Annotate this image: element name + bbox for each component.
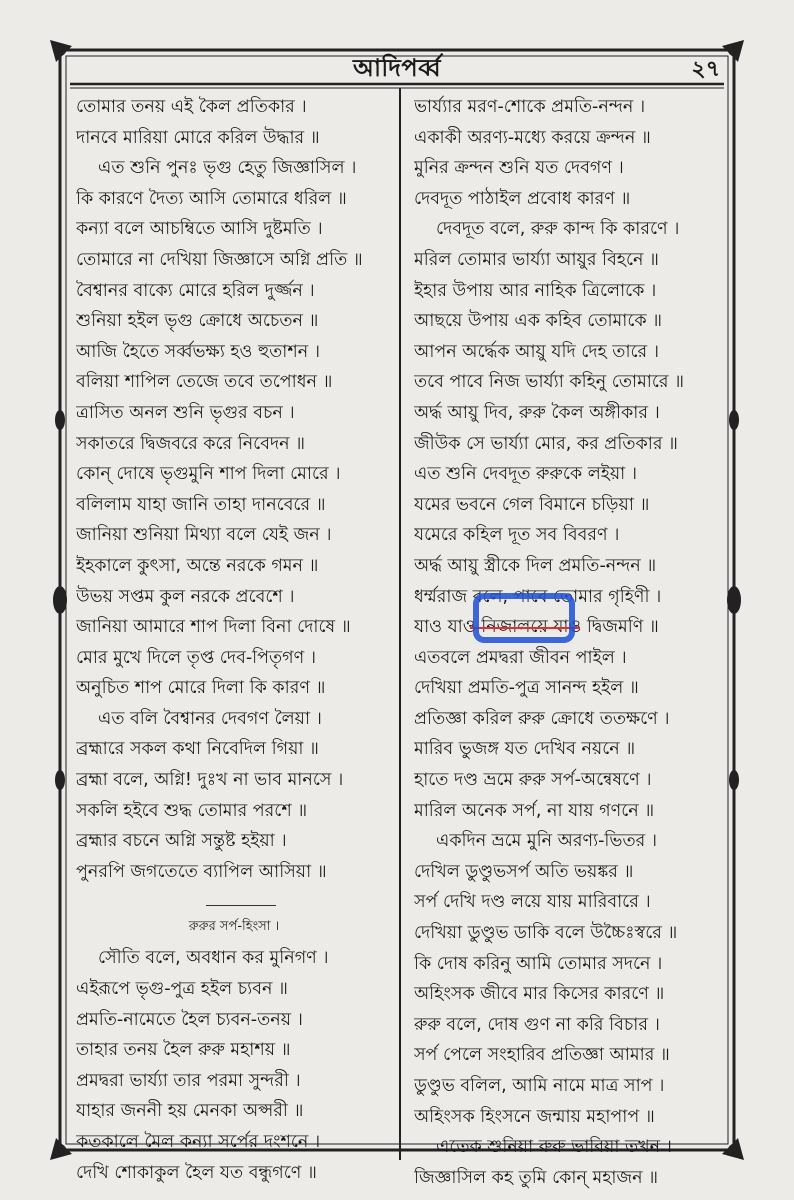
page-header xyxy=(70,46,724,84)
verse-line: দেখিল ডুণ্ডুভসর্প অতি ভয়ঙ্কর ॥ xyxy=(414,861,634,882)
verse-line: দেবদূত পাঠাইল প্রবোধ কারণ ॥ xyxy=(414,188,631,209)
verse-line: যাহার জননী হয় মেনকা অপ্সরী ॥ xyxy=(76,1101,304,1122)
verse-line: তোমার তনয় এই কৈল প্রতিকার । xyxy=(76,97,307,117)
verse-line: মারিব ভুজঙ্গ যত দেখিব নয়নে ॥ xyxy=(414,739,636,760)
column-divider xyxy=(399,88,401,1160)
section-rule xyxy=(206,905,276,906)
verse-line: তবে পাবে নিজ ভার্য্যা কহিনু তোমারে ॥ xyxy=(414,372,685,393)
verse-line: দেখি শোকাকুল হৈল যত বন্ধুগণে ॥ xyxy=(76,1162,317,1183)
verse-line: এত শুনি দেবদূত রুরুকে লইয়া । xyxy=(414,464,638,485)
verse-line: প্রমদ্বরা ভার্য্যা তার পরমা সুন্দরী । xyxy=(76,1070,301,1091)
verse-line: অর্দ্ধ আয়ু স্ত্রীকে দিল প্রমতি-নন্দন ॥ xyxy=(414,555,657,576)
verse-line: আপন অর্দ্ধেক আয়ু যদি দেহ তারে । xyxy=(414,341,659,362)
verse-line: দেখিয়া প্রমতি-পুত্র সানন্দ হইল ॥ xyxy=(414,678,639,699)
verse-line: অহিংসক জীবে মার কিসের কারণে ॥ xyxy=(414,984,665,1005)
section-heading: রুরুর সর্প-হিংসা । xyxy=(188,919,280,935)
verse-line: মরিল তোমার ভার্য্যা আয়ুর বিহনে ॥ xyxy=(414,249,659,270)
verse-line: জানিয়া শুনিয়া মিথ্যা বলে যেই জন । xyxy=(76,525,332,546)
verse-line: সৌতি বলে, অবধান কর মুনিগণ । xyxy=(98,948,329,969)
verse-line: বৈশ্বানর বাক্যে মোরে হরিল দুর্জ্জন । xyxy=(76,280,315,301)
verse-line: সকলি হইবে শুদ্ধ তোমার পরশে ॥ xyxy=(76,800,308,821)
verse-line: অহিংসক হিংসনে জন্মায় মহাপাপ ॥ xyxy=(414,1106,655,1127)
verse-line: অর্দ্ধ আয়ু দিব, রুরু কৈল অঙ্গীকার । xyxy=(414,402,660,423)
verse-line: দেবদূত বলে, রুরু কান্দ কি কারণে । xyxy=(436,219,680,240)
verse-line: কি দোষ করিনু আমি তোমার সদনে । xyxy=(414,953,663,974)
verse-line: মুনির ক্রন্দন শুনি যত দেবগণ । xyxy=(414,158,624,179)
verse-line: সকাতরে দ্বিজবরে করে নিবেদন ॥ xyxy=(76,433,306,454)
verse-line: এত বলি বৈশ্বানর দেবগণ লৈয়া । xyxy=(98,708,322,729)
left-column xyxy=(76,92,392,1188)
verse-line: সর্প পেলে সংহারিব প্রতিজ্ঞা আমার ॥ xyxy=(414,1045,670,1066)
verse-line: একদিন ভ্রমে মুনি অরণ্য-ভিতর । xyxy=(436,831,658,852)
verse-line: এইরূপে ভৃগু-পুত্র হইল চ্যবন ॥ xyxy=(76,979,288,1000)
verse-line: হাতে দণ্ড ভ্রমে রুরু সর্প-অন্বেষণে । xyxy=(414,770,652,791)
verse-line: কতকালে মৈল কন্যা সর্পের দংশনে । xyxy=(76,1132,321,1152)
verse-line: ভার্য্যার মরণ-শোকে প্রমতি-নন্দন । xyxy=(414,97,646,117)
verse-line: ইহকালে কুৎসা, অন্তে নরকে গমন ॥ xyxy=(76,555,319,576)
verse-line: তাহার তনয় হৈল রুরু মহাশয় ॥ xyxy=(76,1040,291,1061)
verse-line: একাকী অরণ্য-মধ্যে করয়ে ক্রন্দন ॥ xyxy=(414,127,651,148)
verse-line: কি কারণে দৈত্য আসি তোমারে ধরিল ॥ xyxy=(76,188,347,209)
verse-line: আছয়ে উপায় এক কহিব তোমাকে ॥ xyxy=(414,311,663,332)
section-break xyxy=(76,887,392,943)
verse-line: কোন্ দোষে ভৃগুমুনি শাপ দিলা মোরে । xyxy=(76,464,341,485)
verse-line: পুনরপি জগতেতে ব্যাপিল আসিয়া ॥ xyxy=(76,861,327,882)
verse-line: প্রতিজ্ঞা করিল রুরু ক্রোধে ততক্ষণে । xyxy=(414,708,670,729)
verse-line: উভয় সপ্তম কুল নরকে প্রবেশে । xyxy=(76,586,295,607)
verse-line: কন্যা বলে আচম্বিতে আসি দুষ্টমতি । xyxy=(76,219,323,240)
verse-line: বলিয়া শাপিল তেজে তবে তপোধন ॥ xyxy=(76,372,333,393)
verse-line: এত শুনি পুনঃ ভৃগু হেতু জিজ্ঞাসিল । xyxy=(98,158,357,179)
verse-line: জানিয়া আমারে শাপ দিলা বিনা দোষে ॥ xyxy=(76,617,351,638)
verse-line: মারিল অনেক সর্প, না যায় গণনে ॥ xyxy=(414,800,655,821)
verse-line: ধর্ম্মরাজ বলে, পাবে তোমার গৃহিণী । xyxy=(414,586,662,607)
verse-line: ইহার উপায় আর নাহিক ত্রিলোকে । xyxy=(414,280,657,301)
verse-line: আজি হৈতে সর্ব্বভক্ষ্য হও হুতাশন । xyxy=(76,341,320,362)
verse-line: যাও যাও নিজালয়ে যাও দ্বিজমণি ॥ xyxy=(414,617,659,638)
verse-line: ডুণ্ডুভ বলিল, আমি নামে মাত্র সাপ । xyxy=(414,1076,665,1096)
verse-line: শুনিয়া হইল ভৃগু ক্রোধে অচেতন ॥ xyxy=(76,311,319,332)
verse-line: রুরু বলে, দোষ গুণ না করি বিচার । xyxy=(414,1014,660,1035)
verse-line: এতেক শুনিয়া রুরু ভাবিয়া তখন । xyxy=(436,1137,672,1158)
verse-line: জিজ্ঞাসিল কহ তুমি কোন্ মহাজন ॥ xyxy=(414,1167,659,1188)
verse-line: যমেরে কহিল দূত সব বিবরণ । xyxy=(414,525,620,546)
verse-line: ত্রাসিত অনল শুনি ভৃগুর বচন । xyxy=(76,402,295,423)
verse-line: প্রমতি-নামেতে হৈল চ্যবন-তনয় । xyxy=(76,1009,303,1030)
verse-line: বলিলাম যাহা জানি তাহা দানবেরে ॥ xyxy=(76,494,326,515)
verse-line: সর্প দেখি দণ্ড লয়ে যায় মারিবারে । xyxy=(414,892,651,913)
verse-line: এতবলে প্রমদ্বরা জীবন পাইল । xyxy=(414,647,627,668)
verse-line: জীউক সে ভার্য্যা মোর, কর প্রতিকার ॥ xyxy=(414,433,678,454)
watermark-logo xyxy=(470,590,580,650)
verse-line: ব্রহ্মার বচনে অগ্নি সন্তুষ্ট হইয়া । xyxy=(76,831,287,852)
verse-line: ব্রহ্মা বলে, অগ্নি! দুঃখ না ভাব মানসে । xyxy=(76,770,344,791)
verse-line: অনুচিত শাপ মোরে দিলা কি কারণ ॥ xyxy=(76,678,326,699)
verse-line: মোর মুখে দিলে তৃপ্ত দেব-পিতৃগণ । xyxy=(76,647,317,668)
verse-line: দেখিয়া ডুণ্ডুভ ডাকি বলে উচ্চৈঃস্বরে ॥ xyxy=(414,923,678,944)
page-number: ২৭ xyxy=(691,57,720,82)
verse-line: তোমারে না দেখিয়া জিজ্ঞাসে অগ্নি প্রতি ॥ xyxy=(76,249,363,270)
verse-line: দানবে মারিয়া মোরে করিল উদ্ধার ॥ xyxy=(76,127,320,148)
verse-line: ব্রহ্মারে সকল কথা নিবেদিল গিয়া ॥ xyxy=(76,739,319,760)
page-title: আদিপর্ব্ব xyxy=(352,54,442,82)
verse-line: যমের ভবনে গেল বিমানে চড়িয়া ॥ xyxy=(414,494,650,515)
